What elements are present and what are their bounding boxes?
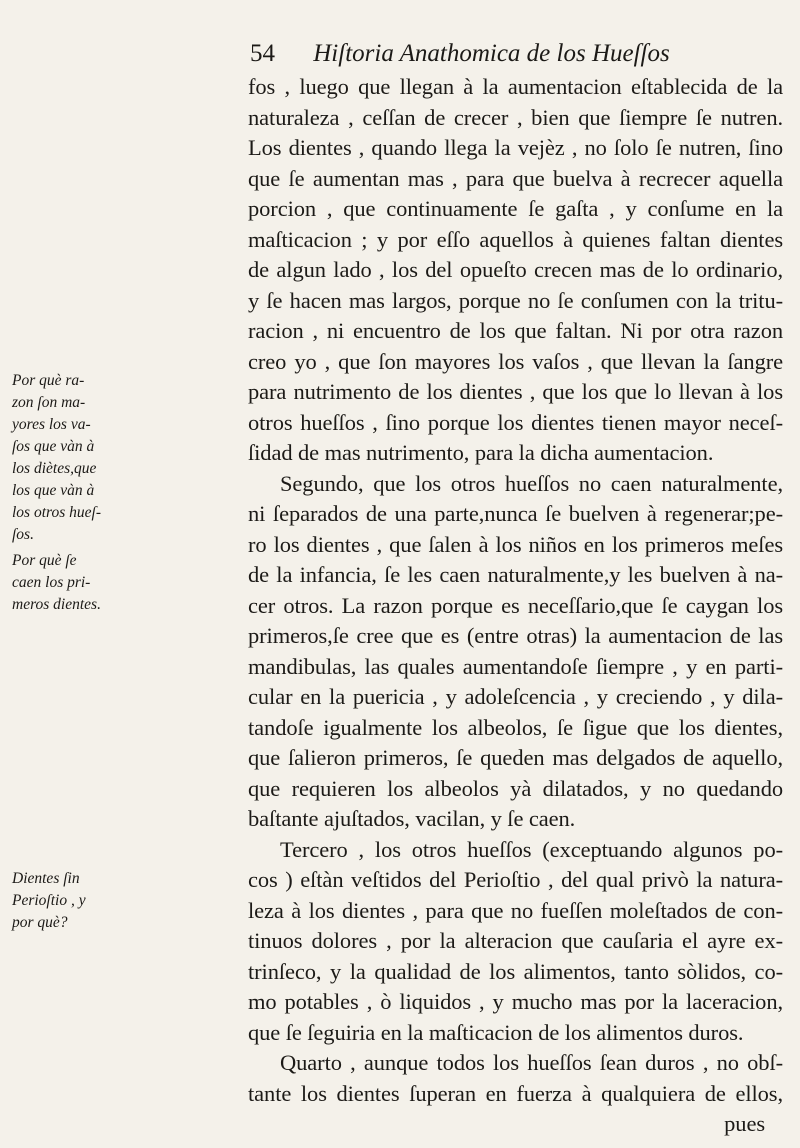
text-line: porcion , que continuamente ſe gaſta , y conſume en la <box>248 196 783 221</box>
text-line: ro los dientes , que ſalen à los niños en los primeros meſes <box>248 531 783 557</box>
text-line: mo potables , ò liquidos , y mucho mas por la laceracion, <box>248 989 783 1014</box>
margin-note-line: los otros hueſ- <box>12 504 101 521</box>
margin-note-line: ſos que vàn à <box>12 438 95 455</box>
text-line: tante los dientes ſuperan en fuerza à qualquiera de ellos, <box>248 1080 783 1106</box>
text-line: mandibulas, las quales aumentandoſe ſiempre , y en parti- <box>248 653 783 679</box>
page-number: 54 <box>250 40 275 67</box>
text-line: que ſe ſeguiria en la maſticacion de los alimentos duros. <box>248 1019 744 1045</box>
margin-note-first-teeth <box>12 550 124 616</box>
text-line: de la infancia, ſe les caen naturalmente,y les buelven à na- <box>248 562 783 587</box>
margin-note-line: Por què ra- <box>12 372 85 389</box>
margin-note-vessels <box>12 370 124 546</box>
text-line: primeros,ſe cree que es (entre otras) la aumentacion de las <box>248 623 783 648</box>
text-line: y ſe hacen mas largos, porque no ſe conſumen con la tritu- <box>248 287 783 313</box>
margin-note-periosteum <box>12 868 124 934</box>
text-line: Segundo, que los otros hueſſos no caen naturalmente, <box>280 470 783 496</box>
main-text-column <box>248 72 783 1140</box>
text-line: racion , ni encuentro de los que faltan. Ni por otra razon <box>248 318 783 343</box>
text-line: Quarto , aunque todos los hueſſos ſean duros , no obſ- <box>280 1050 783 1075</box>
text-line: ni ſeparados de una parte,nunca ſe buelven à regenerar;pe- <box>248 501 783 526</box>
margin-note-line: Por què ſe <box>12 552 77 569</box>
text-line: naturaleza , ceſſan de crecer , bien que ſiempre ſe nutren. <box>248 104 783 130</box>
text-line: Los dientes , quando llega la vejèz , no ſolo ſe nutren, ſino <box>248 135 783 160</box>
running-title: Hiſtoria Anathomica de los Hueſſos <box>313 40 670 67</box>
margin-note-line: los que vàn à <box>12 482 95 499</box>
text-line: maſticacion ; y por eſſo aquellos à quienes faltan dientes <box>248 226 783 252</box>
text-line: trinſeco, y la qualidad de los alimentos, tanto sòlidos, co- <box>248 958 783 984</box>
text-line: que ſalieron primeros, ſe queden mas delgados de aquello, <box>248 745 783 770</box>
margin-note-line: Perioſtio , y <box>12 892 86 909</box>
margin-note-line: meros dientes. <box>12 596 101 613</box>
margin-note-line: caen los pri- <box>12 574 91 591</box>
catchword: pues <box>724 1111 765 1136</box>
margin-note-line: ſos. <box>12 526 34 543</box>
margin-note-line: zon ſon ma- <box>12 394 86 411</box>
text-line: baſtante ajuſtados, vacilan, y ſe caen. <box>248 806 576 831</box>
text-line: otros hueſſos , ſino porque los dientes tienen mayor neceſ- <box>248 409 783 435</box>
text-line: ſidad de mas nutrimento, para la dicha aumentacion. <box>248 440 714 465</box>
margin-note-line: yores los va- <box>12 416 91 433</box>
text-line: que ſe aumentan mas , para que buelva à recrecer aquella <box>248 165 783 191</box>
running-header <box>250 40 770 76</box>
text-line: cular en la puericia , y adoleſcencia , y creciendo , y dila- <box>248 684 783 709</box>
text-line: fos , luego que llegan à la aumentacion eſtablecida de la <box>248 74 783 99</box>
text-line: creo yo , que ſon mayores los vaſos , que llevan la ſangre <box>248 348 783 374</box>
text-line: para nutrimento de los dientes , que los que lo llevan à los <box>248 379 783 404</box>
margin-note-line: los diètes,que <box>12 460 97 477</box>
text-line: que requieren los albeolos yà dilatados, y no quedando <box>248 775 783 801</box>
text-line: leza à los dientes , para que no fueſſen moleſtados de con- <box>248 897 783 923</box>
text-line: cos ) eſtàn veſtidos del Perioſtio , del qual privò la natura- <box>248 867 783 892</box>
margin-note-line: por què? <box>12 914 68 931</box>
text-line: tandoſe igualmente los albeolos, ſe ſigue que los dientes, <box>248 714 783 740</box>
margin-note-line: Dientes ſin <box>12 870 80 887</box>
text-line: tinuos dolores , por la alteracion que cauſaria el ayre ex- <box>248 928 783 953</box>
text-line: de algun lado , los del opueſto crecen mas de lo ordinario, <box>248 257 783 282</box>
text-line: Tercero , los otros hueſſos (exceptuando algunos po- <box>280 836 783 862</box>
text-line: cer otros. La razon porque es neceſſario,que ſe caygan los <box>248 592 783 618</box>
